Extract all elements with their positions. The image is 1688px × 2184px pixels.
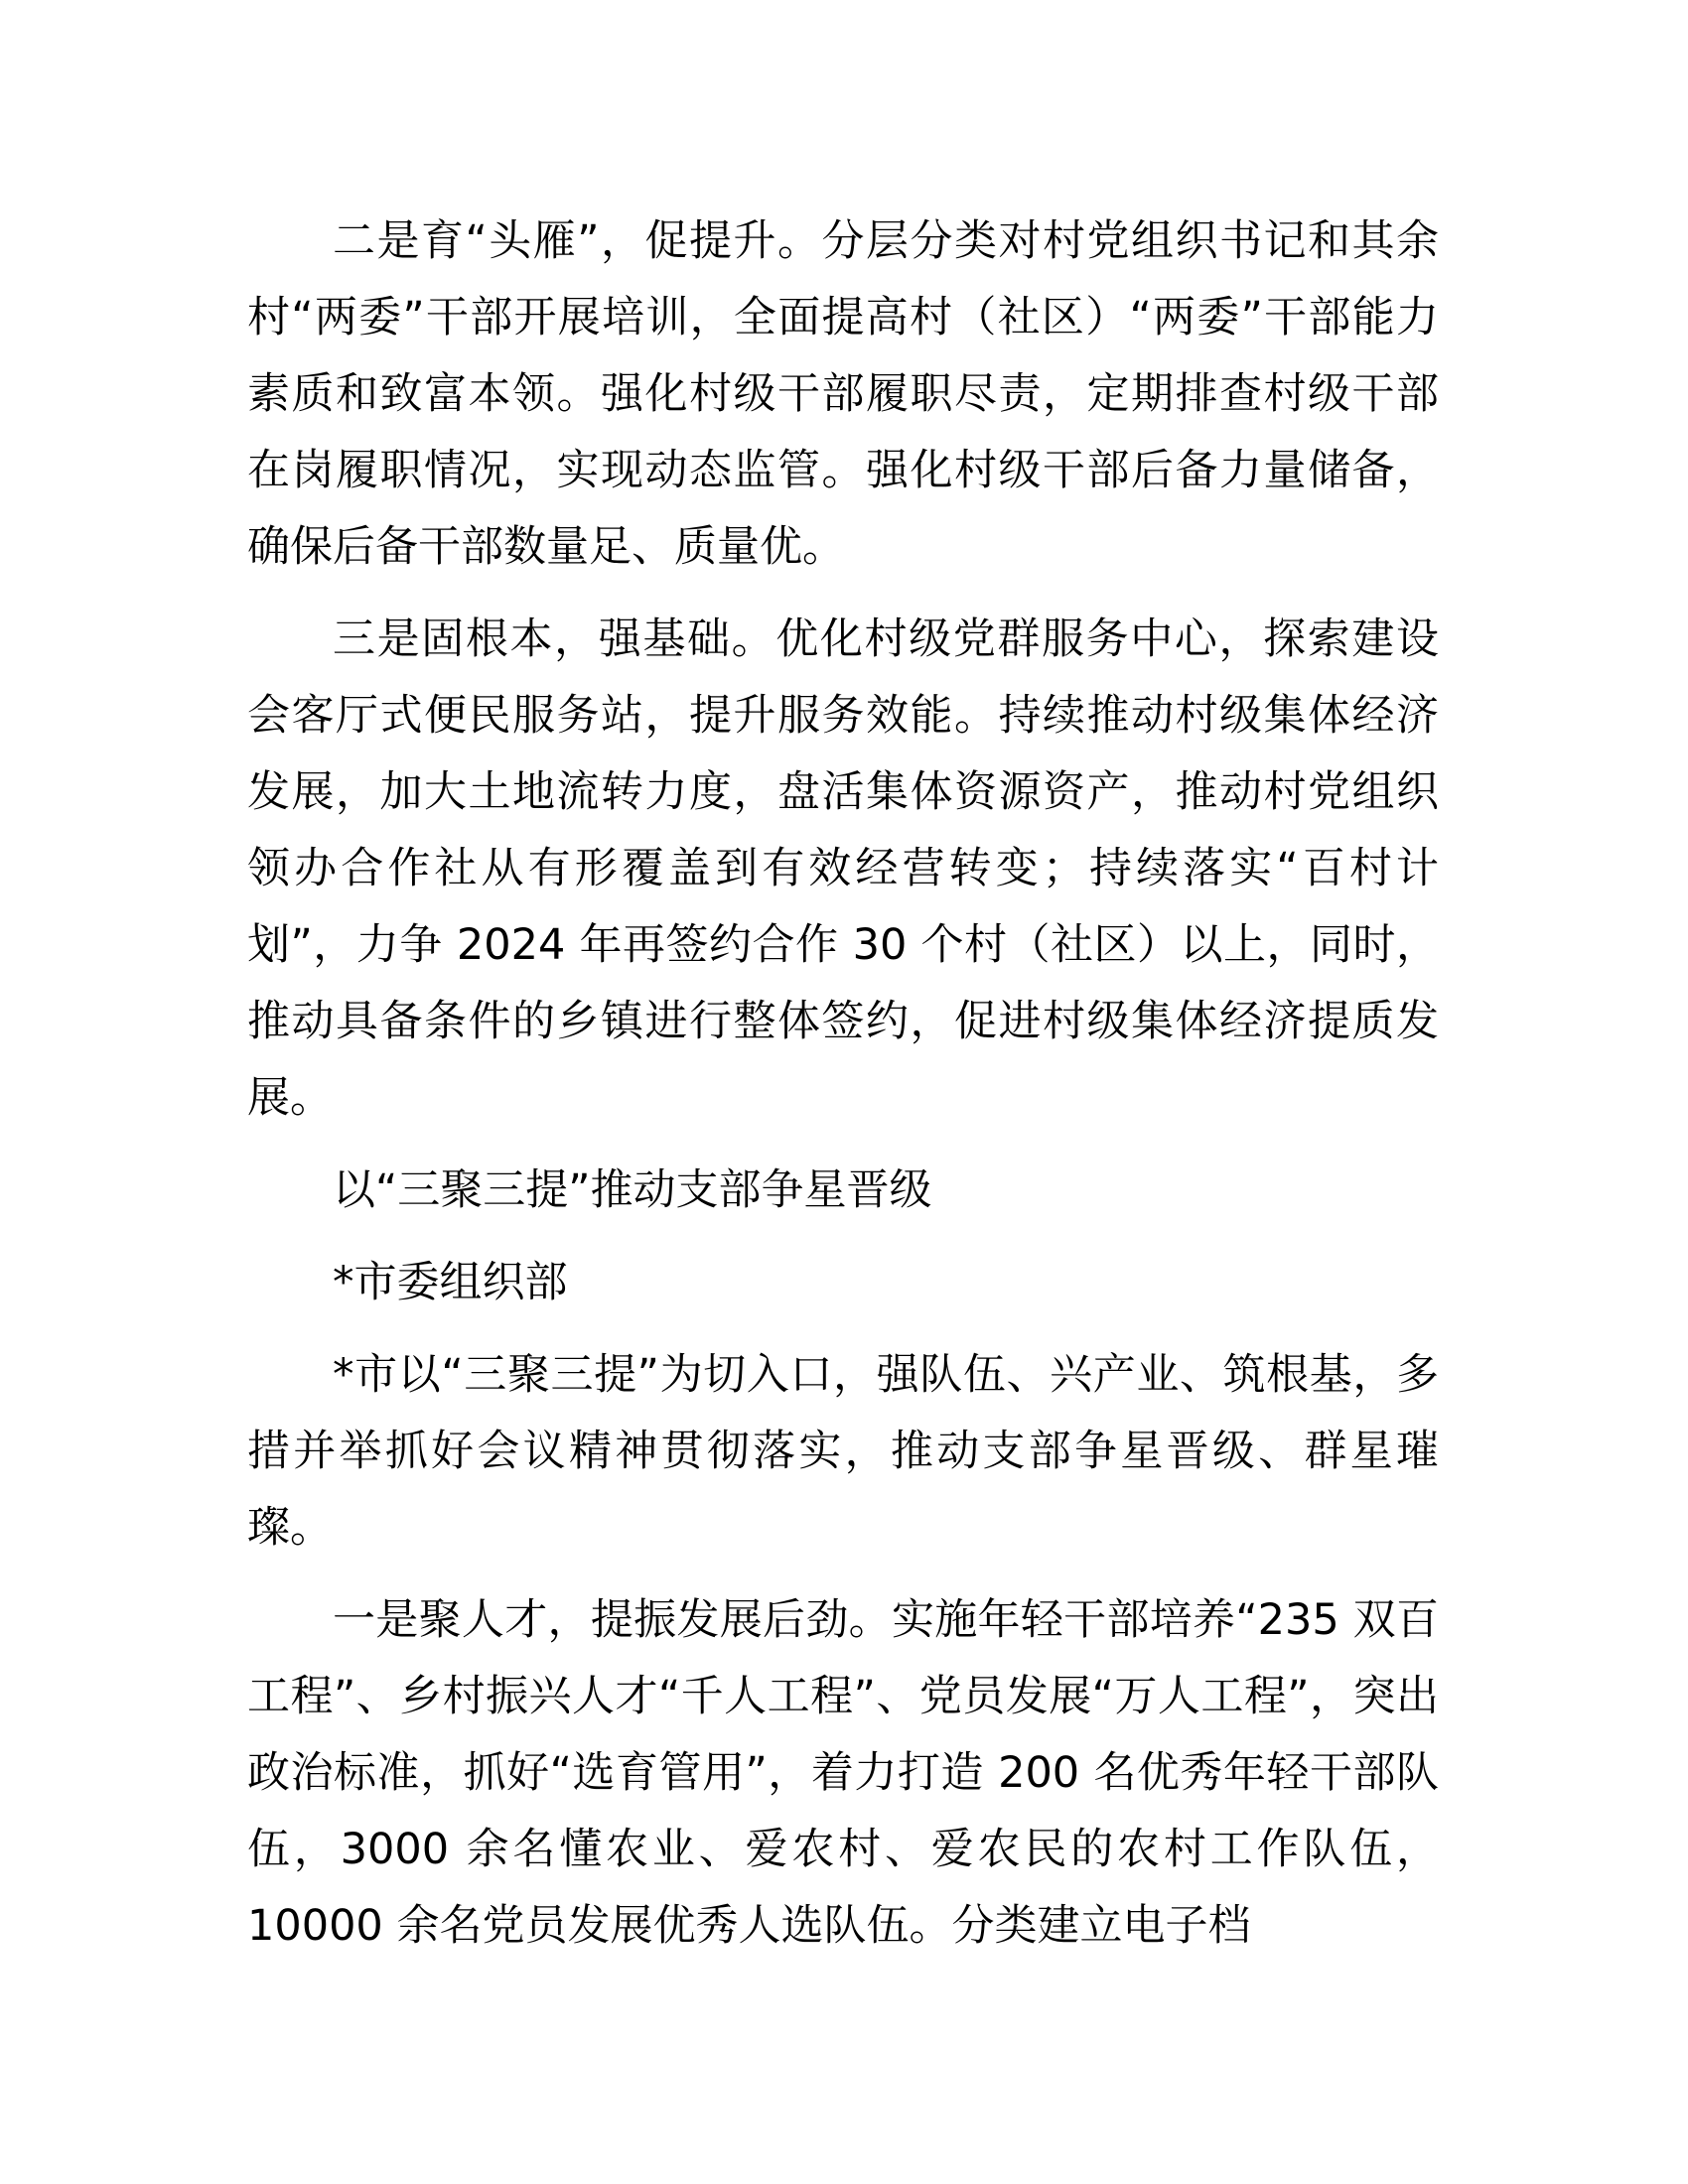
section-title: 以“三聚三提”推动支部争星晋级 — [333, 1165, 932, 1215]
paragraph-gu-gen-ben: 三是固根本，强基础。优化村级党群服务中心，探索建设会客厅式便民服务站，提升服务效能。持续推动村级集体经济发展，加大土地流转力度，盘活集体资源资产，推动村党组织领办合作社从有形覆盖到有效经营转变；持续落实“百村计划”，力争 2024 年再签约合作 30 个村（社区）以上，同时，推动具备条件的乡镇进行整体签约，促进村级集体经济提质发展。 — [247, 614, 1439, 1123]
document-body — [247, 204, 1439, 1980]
section-author: *市委组织部 — [333, 1258, 568, 1307]
paragraph-intro: *市以“三聚三提”为切入口，强队伍、兴产业、筑根基，多措并举抓好会议精神贯彻落实，推动支部争星晋级、群星璀璨。 — [247, 1350, 1439, 1553]
paragraph-ju-ren-cai: 一是聚人才，提振发展后劲。实施年轻干部培养“235 双百工程”、乡村振兴人才“千人工程”、党员发展“万人工程”，突出政治标准，抓好“选育管用”，着力打造 200 名优秀年轻干部队伍，3000 余名懂农业、爱农村、爱农民的农村工作队伍，10000 余名党员发展优秀人选队伍。分类建立电子档 — [247, 1595, 1439, 1951]
paragraph-tou-yan: 二是育“头雁”，促提升。分层分类对村党组织书记和其余村“两委”干部开展培训，全面提高村（社区）“两委”干部能力素质和致富本领。强化村级干部履职尽责，定期排查村级干部在岗履职情况，实现动态监管。强化村级干部后备力量储备，确保后备干部数量足、质量优。 — [247, 216, 1439, 572]
